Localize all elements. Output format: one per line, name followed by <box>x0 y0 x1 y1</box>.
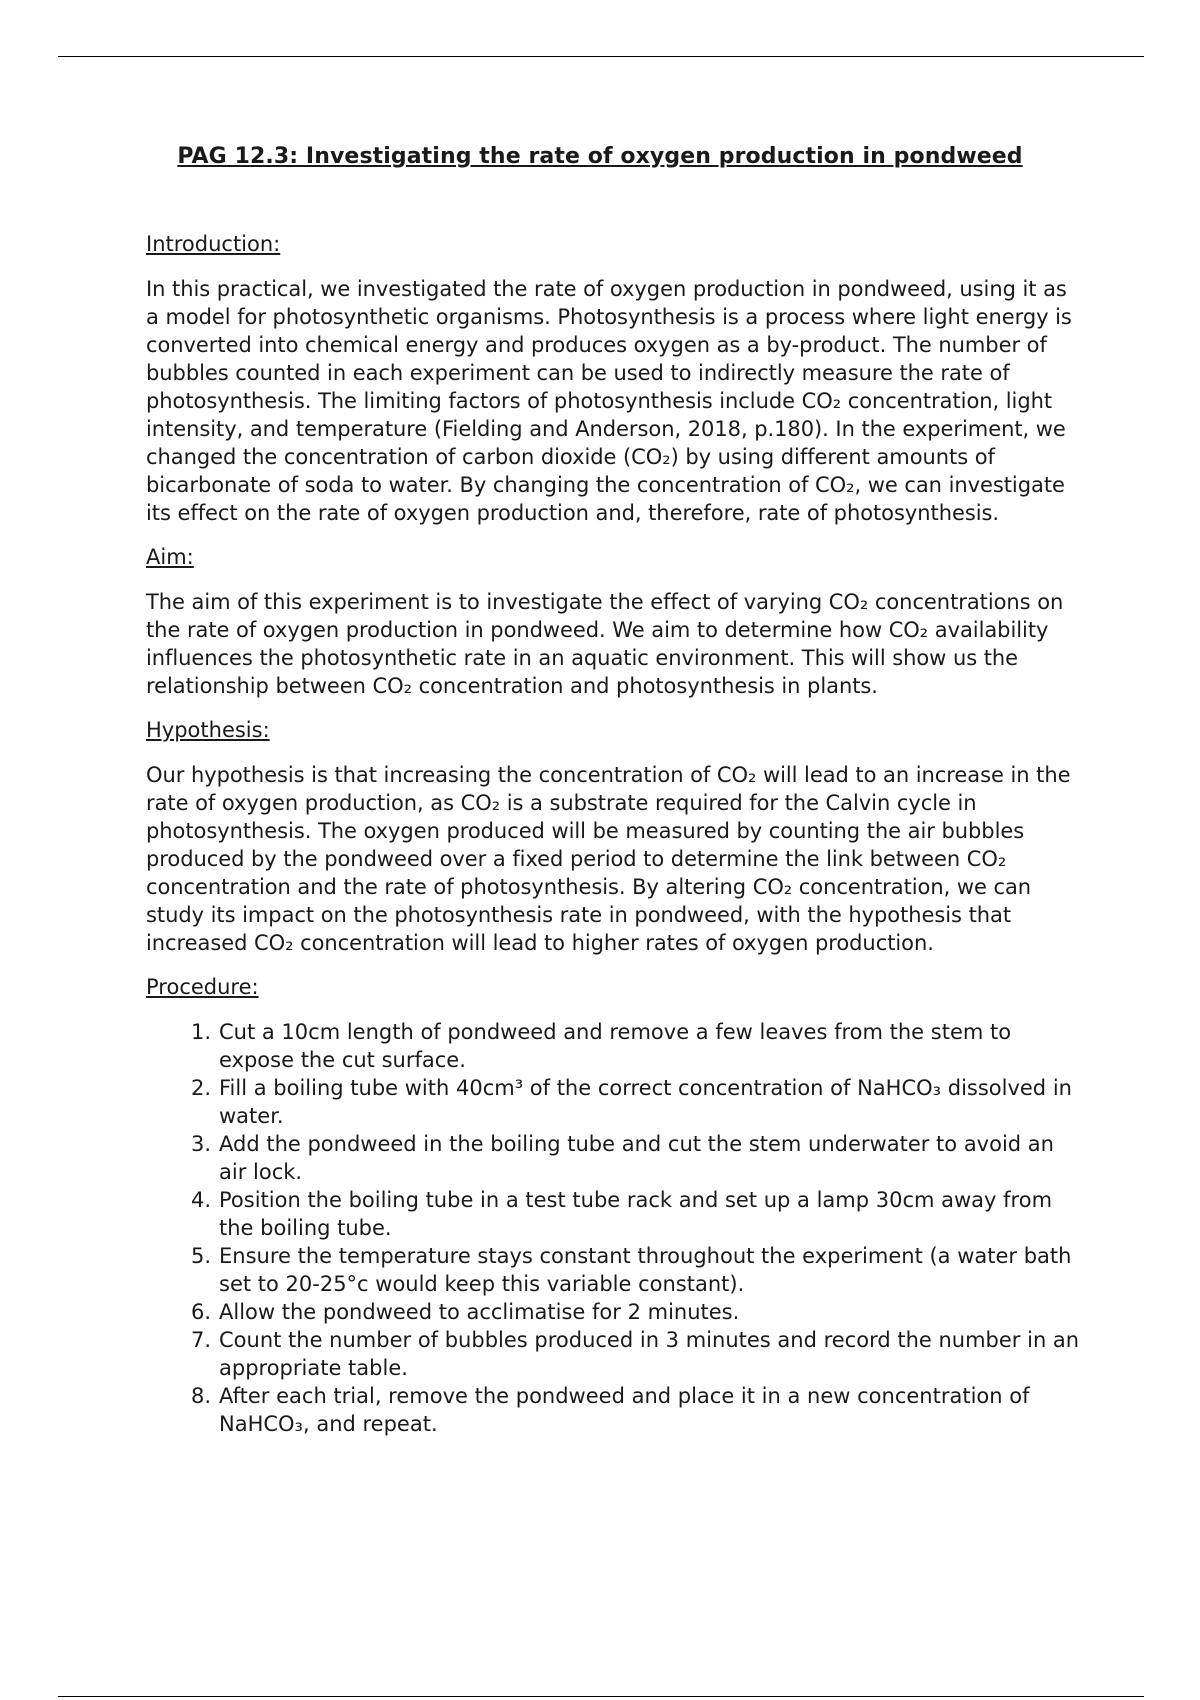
procedure-section <box>146 973 1086 1438</box>
procedure-step <box>182 1242 1086 1298</box>
document-title: PAG 12.3: Investigating the rate of oxygen production in pondweed <box>177 144 1023 169</box>
step-text: Fill a boiling tube with 40cm³ of the correct concentration of NaHCO₃ dissolved in water. <box>219 1076 1072 1128</box>
procedure-step <box>182 1186 1086 1242</box>
hypothesis-heading: Hypothesis: <box>146 718 270 742</box>
procedure-step <box>182 1382 1086 1438</box>
step-text: Cut a 10cm length of pondweed and remove a few leaves from the stem to expose the cut surface. <box>219 1020 1012 1072</box>
introduction-heading: Introduction: <box>146 232 281 256</box>
introduction-section <box>146 230 1086 527</box>
procedure-heading: Procedure: <box>146 975 259 999</box>
step-number: 4. <box>190 1188 211 1212</box>
step-text: Ensure the temperature stays constant throughout the experiment (a water bath set to 20-25°c would keep this variable constant). <box>219 1244 1072 1296</box>
step-number: 3. <box>190 1132 211 1156</box>
introduction-paragraph: In this practical, we investigated the rate of oxygen production in pondweed, using it as a model for photosynthetic organisms. Photosynthesis is a process where light energy is converted into chemical energy and produces oxygen as a by-product. The number of bubbles counted in each experiment can be used to indirectly measure the rate of photosynthesis. The limiting factors of photosynthesis include CO₂ concentration, light intensity, and temperature (Fielding and Anderson, 2018, p.180). In the experiment, we changed the concentration of carbon dioxide (CO₂) by using different amounts of bicarbonate of soda to water. By changing the concentration of CO₂, we can investigate its effect on the rate of oxygen production and, therefore, rate of photosynthesis. <box>146 277 1072 525</box>
step-text: Allow the pondweed to acclimatise for 2 minutes. <box>219 1300 740 1324</box>
aim-paragraph: The aim of this experiment is to investigate the effect of varying CO₂ concentrations on the rate of oxygen production in pondweed. We aim to determine how CO₂ availability influences the photosynthetic rate in an aquatic environment. This will show us the relationship between CO₂ concentration and photosynthesis in plants. <box>146 590 1064 698</box>
hypothesis-section <box>146 716 1086 957</box>
step-number: 5. <box>190 1244 211 1268</box>
step-number: 7. <box>190 1328 211 1352</box>
procedure-step <box>182 1298 1086 1326</box>
procedure-step <box>182 1074 1086 1130</box>
procedure-steps <box>146 1018 1086 1438</box>
step-number: 1. <box>190 1020 211 1044</box>
step-text: Add the pondweed in the boiling tube and cut the stem underwater to avoid an air lock. <box>219 1132 1054 1184</box>
procedure-step <box>182 1326 1086 1382</box>
step-number: 6. <box>190 1300 211 1324</box>
step-text: Position the boiling tube in a test tube rack and set up a lamp 30cm away from the boiling tube. <box>219 1188 1053 1240</box>
procedure-step <box>182 1018 1086 1074</box>
step-number: 8. <box>190 1384 211 1408</box>
document-body <box>146 230 1086 1438</box>
header-rule <box>58 56 1144 57</box>
step-text: After each trial, remove the pondweed and place it in a new concentration of NaHCO₃, and repeat. <box>219 1384 1030 1436</box>
step-number: 2. <box>190 1076 211 1100</box>
procedure-step <box>182 1130 1086 1186</box>
step-text: Count the number of bubbles produced in 3 minutes and record the number in an appropriate table. <box>219 1328 1080 1380</box>
aim-heading: Aim: <box>146 545 194 569</box>
footer-rule <box>58 1696 1144 1697</box>
hypothesis-paragraph: Our hypothesis is that increasing the concentration of CO₂ will lead to an increase in the rate of oxygen production, as CO₂ is a substrate required for the Calvin cycle in photosynthesis. The oxygen produced will be measured by counting the air bubbles produced by the pondweed over a fixed period to determine the link between CO₂ concentration and the rate of photosynthesis. By altering CO₂ concentration, we can study its impact on the photosynthesis rate in pondweed, with the hypothesis that increased CO₂ concentration will lead to higher rates of oxygen production. <box>146 763 1071 955</box>
aim-section <box>146 543 1086 700</box>
